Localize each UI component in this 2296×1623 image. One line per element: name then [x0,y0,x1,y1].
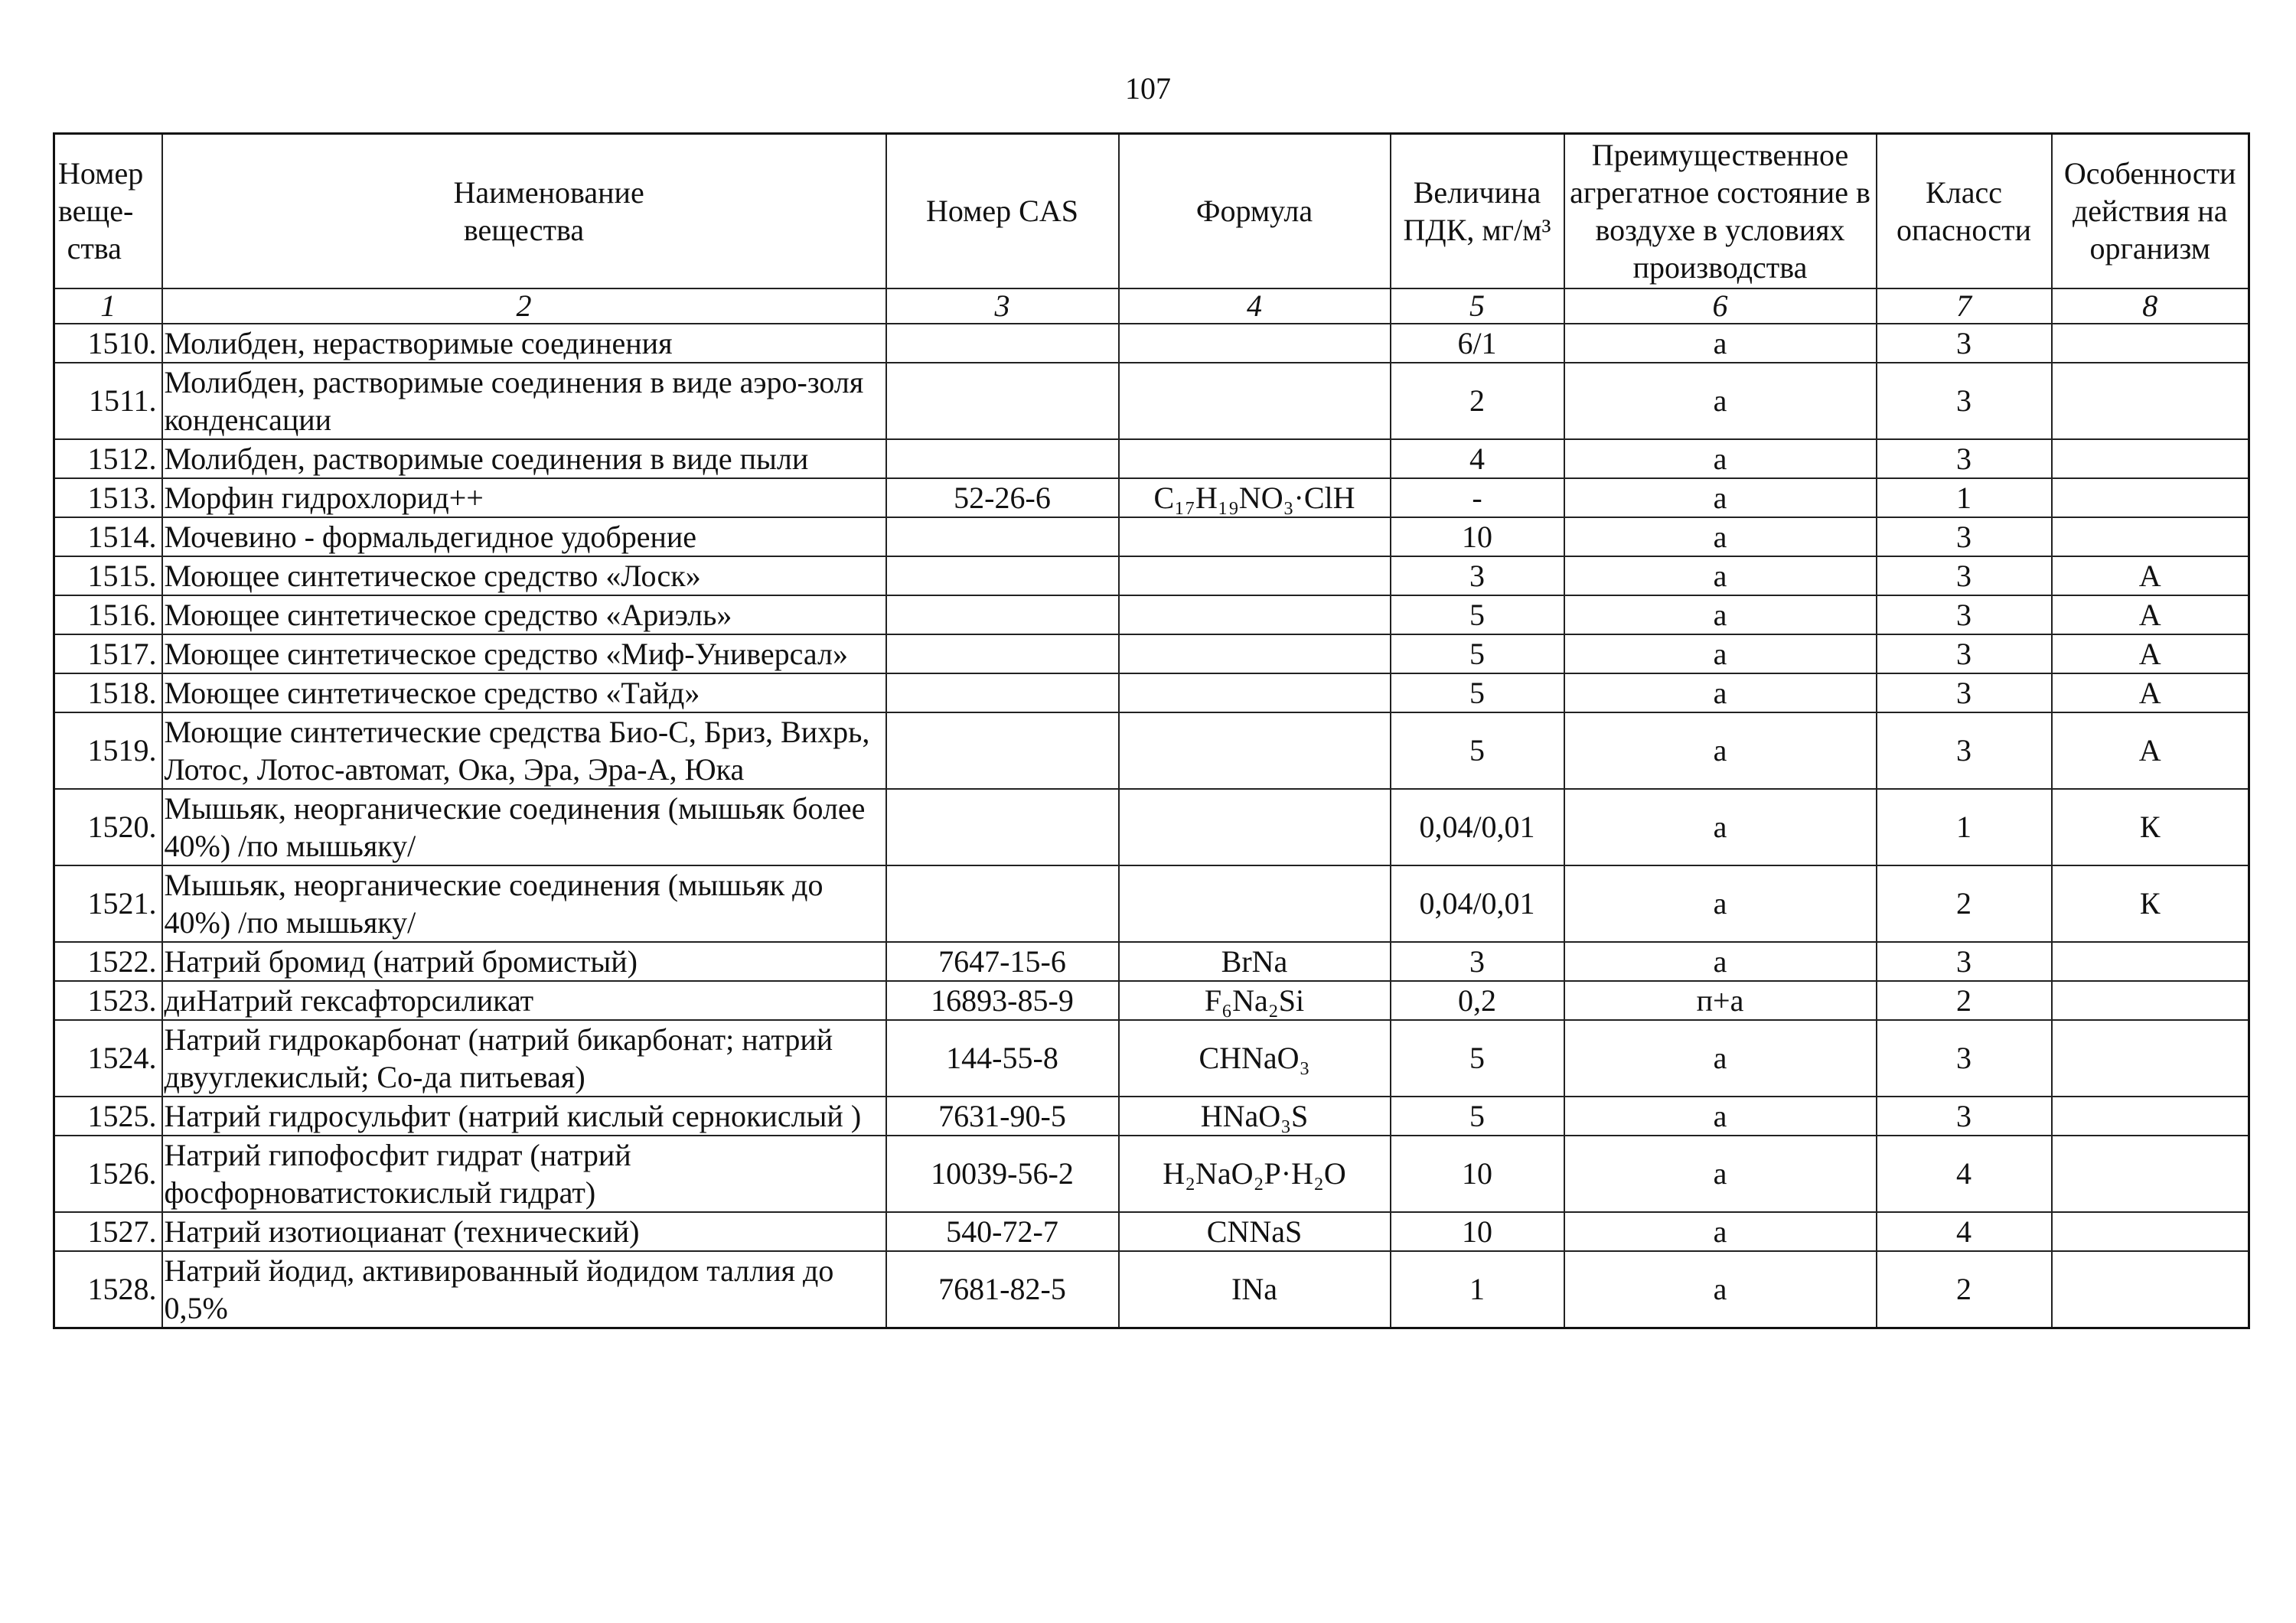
hazard-class: 3 [1877,1020,2052,1097]
cas-number: 7647-15-6 [886,942,1119,981]
substance-name: Мышьяк, неорганические соединения (мышьяк более 40%) /по мышьяку/ [162,789,886,865]
pdk-value: 0,04/0,01 [1391,789,1564,865]
formula: CHNaO₃ [1119,1020,1391,1097]
aggregate-state: а [1564,1097,1877,1136]
substance-name: Натрий гидрокарбонат (натрий бикарбонат; натрий двууглекислый; Со-да питьевая) [162,1020,886,1097]
aggregate-state: а [1564,865,1877,942]
hazard-class: 3 [1877,324,2052,363]
effect-features [2052,942,2249,981]
table-row [54,324,2249,363]
col-num-7: 7 [1877,288,2052,324]
row-number: 1515. [54,556,162,595]
header-cas: Номер CAS [886,134,1119,288]
pdk-value: - [1391,478,1564,517]
hazard-class: 3 [1877,942,2052,981]
col-num-6: 6 [1564,288,1877,324]
row-number: 1523. [54,981,162,1020]
row-number: 1516. [54,595,162,634]
hazard-class: 4 [1877,1212,2052,1251]
formula: F₆Na₂Si [1119,981,1391,1020]
header-row [54,134,2249,288]
cas-number: 540-72-7 [886,1212,1119,1251]
formula [1119,634,1391,673]
formula: INa [1119,1251,1391,1328]
hazard-class: 3 [1877,439,2052,478]
aggregate-state: а [1564,363,1877,439]
row-number: 1513. [54,478,162,517]
header-name: Наименование вещества [162,134,886,288]
effect-features: К [2052,789,2249,865]
aggregate-state: а [1564,1251,1877,1328]
formula [1119,517,1391,556]
row-number: 1522. [54,942,162,981]
header-effect: Особенности действия на организм [2052,134,2249,288]
aggregate-state: а [1564,942,1877,981]
effect-features [2052,478,2249,517]
substance-name: Молибден, растворимые соединения в виде аэро-золя конденсации [162,363,886,439]
substance-name: Молибден, растворимые соединения в виде пыли [162,439,886,478]
table-row [54,595,2249,634]
table-row [54,439,2249,478]
formula: BrNa [1119,942,1391,981]
formula [1119,595,1391,634]
col-num-3: 3 [886,288,1119,324]
effect-features: К [2052,865,2249,942]
table-row [54,673,2249,712]
effect-features [2052,1212,2249,1251]
pdk-value: 2 [1391,363,1564,439]
substance-name: Мочевино - формальдегидное удобрение [162,517,886,556]
substance-name: Моющее синтетическое средство «Миф-Универсал» [162,634,886,673]
col-num-8: 8 [2052,288,2249,324]
effect-features: А [2052,712,2249,789]
row-number: 1525. [54,1097,162,1136]
effect-features: А [2052,634,2249,673]
substances-table [53,132,2250,1329]
row-number: 1511. [54,363,162,439]
cas-number [886,324,1119,363]
pdk-value: 5 [1391,712,1564,789]
hazard-class: 3 [1877,1097,2052,1136]
row-number: 1526. [54,1136,162,1212]
hazard-class: 3 [1877,517,2052,556]
header-formula: Формула [1119,134,1391,288]
substance-name: Натрий изотиоцианат (технический) [162,1212,886,1251]
aggregate-state: а [1564,1136,1877,1212]
hazard-class: 2 [1877,865,2052,942]
formula [1119,324,1391,363]
cas-number [886,789,1119,865]
row-number: 1524. [54,1020,162,1097]
aggregate-state: а [1564,595,1877,634]
col-num-2: 2 [162,288,886,324]
aggregate-state: а [1564,324,1877,363]
table-row [54,942,2249,981]
hazard-class: 3 [1877,673,2052,712]
substance-name: Натрий бромид (натрий бромистый) [162,942,886,981]
row-number: 1519. [54,712,162,789]
table-row [54,517,2249,556]
pdk-value: 0,04/0,01 [1391,865,1564,942]
aggregate-state: а [1564,439,1877,478]
effect-features [2052,517,2249,556]
substance-name: Натрий гипофосфит гидрат (натрий фосфорноватистокислый гидрат) [162,1136,886,1212]
table-row [54,1020,2249,1097]
effect-features [2052,324,2249,363]
hazard-class: 4 [1877,1136,2052,1212]
substance-name: Натрий гидросульфит (натрий кислый сернокислый ) [162,1097,886,1136]
effect-features [2052,1251,2249,1328]
cas-number [886,363,1119,439]
aggregate-state: а [1564,634,1877,673]
aggregate-state: а [1564,478,1877,517]
effect-features [2052,1020,2249,1097]
header-class: Класс опасности [1877,134,2052,288]
pdk-value: 3 [1391,942,1564,981]
hazard-class: 3 [1877,556,2052,595]
aggregate-state: а [1564,1020,1877,1097]
effect-features [2052,981,2249,1020]
table-row [54,556,2249,595]
pdk-value: 10 [1391,517,1564,556]
col-num-4: 4 [1119,288,1391,324]
hazard-class: 2 [1877,981,2052,1020]
pdk-value: 5 [1391,673,1564,712]
cas-number [886,673,1119,712]
cas-number [886,712,1119,789]
aggregate-state: а [1564,789,1877,865]
cas-number: 16893-85-9 [886,981,1119,1020]
aggregate-state: а [1564,556,1877,595]
formula [1119,789,1391,865]
row-number: 1528. [54,1251,162,1328]
pdk-value: 3 [1391,556,1564,595]
table-row [54,865,2249,942]
formula: H₂NaO₂P·H₂O [1119,1136,1391,1212]
pdk-value: 5 [1391,1020,1564,1097]
formula [1119,556,1391,595]
row-number: 1521. [54,865,162,942]
cas-number [886,865,1119,942]
effect-features [2052,439,2249,478]
substance-name: Моющее синтетическое средство «Лоск» [162,556,886,595]
formula [1119,865,1391,942]
pdk-value: 5 [1391,634,1564,673]
col-num-5: 5 [1391,288,1564,324]
table-row [54,1251,2249,1328]
hazard-class: 3 [1877,595,2052,634]
aggregate-state: а [1564,1212,1877,1251]
cas-number: 52-26-6 [886,478,1119,517]
cas-number: 7681-82-5 [886,1251,1119,1328]
substance-name: Моющее синтетическое средство «Тайд» [162,673,886,712]
hazard-class: 3 [1877,634,2052,673]
table-row [54,478,2249,517]
pdk-value: 10 [1391,1212,1564,1251]
effect-features: А [2052,595,2249,634]
pdk-value: 1 [1391,1251,1564,1328]
cas-number: 144-55-8 [886,1020,1119,1097]
row-number: 1518. [54,673,162,712]
table-row [54,1212,2249,1251]
table-row [54,1136,2249,1212]
formula [1119,712,1391,789]
table-row [54,363,2249,439]
substance-name: Моющее синтетическое средство «Ариэль» [162,595,886,634]
formula: HNaO₃S [1119,1097,1391,1136]
effect-features [2052,1136,2249,1212]
table-row [54,634,2249,673]
row-number: 1517. [54,634,162,673]
pdk-value: 0,2 [1391,981,1564,1020]
aggregate-state: а [1564,517,1877,556]
aggregate-state: п+а [1564,981,1877,1020]
hazard-class: 1 [1877,789,2052,865]
cas-number [886,439,1119,478]
header-pdk: Величина ПДК, мг/м³ [1391,134,1564,288]
substance-name: Моющие синтетические средства Био-С, Бриз, Вихрь, Лотос, Лотос-автомат, Ока, Эра, Эра-А, Юка [162,712,886,789]
formula [1119,673,1391,712]
substance-name: Молибден, нерастворимые соединения [162,324,886,363]
cas-number: 10039-56-2 [886,1136,1119,1212]
formula [1119,363,1391,439]
hazard-class: 3 [1877,363,2052,439]
effect-features: А [2052,556,2249,595]
row-number: 1512. [54,439,162,478]
pdk-value: 6/1 [1391,324,1564,363]
substance-name: Натрий йодид, активированный йодидом таллия до 0,5% [162,1251,886,1328]
cas-number: 7631-90-5 [886,1097,1119,1136]
column-number-row [54,288,2249,324]
hazard-class: 1 [1877,478,2052,517]
effect-features: А [2052,673,2249,712]
substance-name: Мышьяк, неорганические соединения (мышьяк до 40%) /по мышьяку/ [162,865,886,942]
cas-number [886,517,1119,556]
effect-features [2052,363,2249,439]
cas-number [886,595,1119,634]
pdk-value: 5 [1391,1097,1564,1136]
table-row [54,1097,2249,1136]
hazard-class: 3 [1877,712,2052,789]
aggregate-state: а [1564,712,1877,789]
substance-name: диНатрий гексафторсиликат [162,981,886,1020]
row-number: 1510. [54,324,162,363]
table-row [54,789,2249,865]
table-row [54,712,2249,789]
header-state: Преимущественное агрегатное состояние в воздухе в условиях производства [1564,134,1877,288]
row-number: 1514. [54,517,162,556]
table-row [54,981,2249,1020]
page-number: 107 [1125,71,1171,106]
effect-features [2052,1097,2249,1136]
cas-number [886,556,1119,595]
aggregate-state: а [1564,673,1877,712]
formula: CNNaS [1119,1212,1391,1251]
pdk-value: 10 [1391,1136,1564,1212]
substance-name: Морфин гидрохлорид++ [162,478,886,517]
formula: C₁₇H₁₉NO₃·ClH [1119,478,1391,517]
header-number: Номер веще-ства [54,134,162,288]
row-number: 1520. [54,789,162,865]
row-number: 1527. [54,1212,162,1251]
cas-number [886,634,1119,673]
col-num-1: 1 [54,288,162,324]
formula [1119,439,1391,478]
hazard-class: 2 [1877,1251,2052,1328]
pdk-value: 4 [1391,439,1564,478]
pdk-value: 5 [1391,595,1564,634]
